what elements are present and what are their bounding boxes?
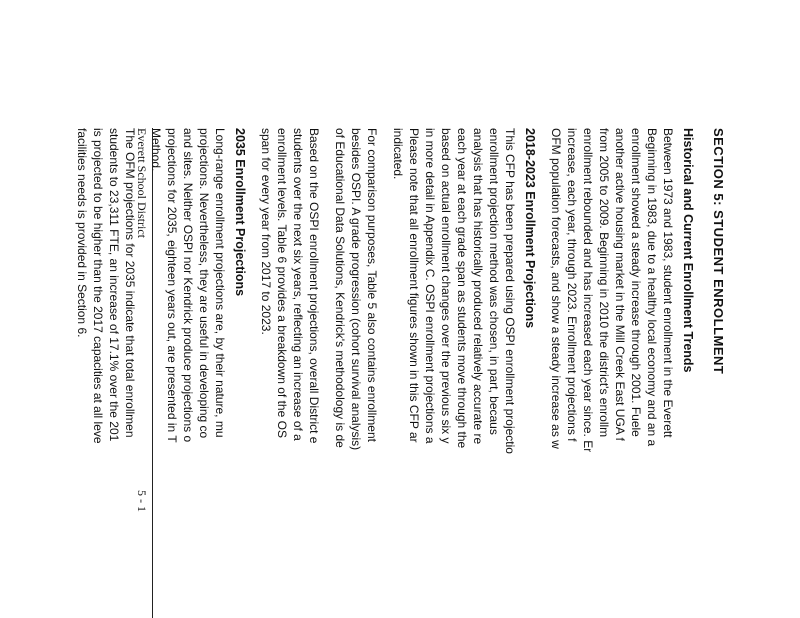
paragraph-line: based on actual enrollment changes over the previous six y bbox=[439, 128, 453, 444]
paragraph-line: OFM population forecasts, and show a steady increase as w bbox=[549, 128, 563, 449]
paragraph-line: students over the next six years, reflecting an increase of a bbox=[291, 128, 305, 441]
paragraph-line: projections. Nevertheless, they are useful in developing co bbox=[197, 128, 211, 439]
paragraph-line: from 2005 to 2009. Beginning in 2010 the district's enrollm bbox=[597, 128, 611, 438]
paragraph-line: Between 1973 and 1983, student enrollment in the Everett bbox=[661, 128, 675, 438]
paragraph-line: Beginning in 1983, due to a healthy local economy and an a bbox=[645, 128, 659, 447]
footer-rule bbox=[152, 128, 153, 618]
paragraph-line: enrollment levels. Table 6 provides a breakdown of the OS bbox=[275, 128, 289, 438]
section-heading: 2035 Enrollment Projections bbox=[233, 128, 247, 297]
paragraph-line: enrollment rebounded and has increased each year since. Er bbox=[581, 128, 595, 453]
footer-district: Everett School District bbox=[135, 128, 149, 238]
paragraph bbox=[390, 128, 518, 618]
paragraph-line: each year at each grade span as students move through the bbox=[455, 128, 469, 449]
paragraph-line: students to 23,311 FTE, an increase of 17.1% over the 201 bbox=[107, 128, 121, 442]
paragraph-line: another active housing market in the Mill Creek East UGA f bbox=[613, 128, 627, 441]
paragraph-line: This CFP has been prepared using OSPI enrollment projectio bbox=[503, 128, 517, 454]
section-heading: 2018-2023 Enrollment Projections bbox=[523, 128, 537, 329]
sections-container bbox=[74, 128, 696, 618]
paragraph-line: enrollment showed a steady increase through 2001. Fuele bbox=[629, 128, 643, 437]
paragraph-line: Method. bbox=[149, 128, 163, 172]
paragraph-line: Long-range enrollment projections are, by their nature, mu bbox=[213, 128, 227, 438]
paragraph-line: enrollment projection method was chosen, in part, becaus bbox=[487, 128, 501, 435]
paragraph bbox=[148, 128, 228, 618]
paragraph-line: analysis that has historically produced relatively accurate re bbox=[471, 128, 485, 445]
paragraph-line: increase, each year, through 2023. Enrollment projections f bbox=[565, 128, 579, 442]
section-heading: Historical and Current Enrollment Trends bbox=[681, 128, 695, 373]
rotated-document-page bbox=[0, 118, 726, 618]
paragraph bbox=[548, 128, 676, 618]
paragraph-line: projections for 2035, eighteen years out, are presented in T bbox=[165, 128, 179, 443]
paragraph-line: besides OSPI. A grade progression (cohort survival analysis) bbox=[349, 128, 363, 451]
paragraph bbox=[332, 128, 380, 618]
footer-page-number: 5 - 1 bbox=[135, 490, 149, 512]
paragraph bbox=[258, 128, 322, 618]
paragraph-line: is projected to be higher than the 2017 capacities at all leve bbox=[91, 128, 105, 444]
page-content bbox=[64, 128, 726, 618]
paragraph-line: Based on the OSPI enrollment projections, overall District e bbox=[307, 128, 321, 444]
paragraph-line: facilities needs is provided in Section 6. bbox=[75, 128, 89, 338]
paragraph-line: span for every year from 2017 to 2023. bbox=[259, 128, 273, 335]
paragraph-line: in more detail in Appendix C. OSPI enrollment projections a bbox=[423, 128, 437, 444]
section-title: SECTION 5: STUDENT ENROLLMENT bbox=[711, 128, 726, 375]
paragraph-line: For comparison purposes, Table 5 also contains enrollment bbox=[365, 128, 379, 442]
paragraph-line: The OFM projections for 2035 indicate that total enrollmen bbox=[123, 128, 137, 438]
paragraph-line: of Educational Data Solutions, Kendrick's methodology is de bbox=[333, 128, 347, 448]
paragraph-line: Please note that all enrollment figures shown in this CFP ar bbox=[407, 128, 421, 443]
paragraph-line: indicated. bbox=[391, 128, 405, 180]
paragraph bbox=[74, 128, 138, 618]
paragraph-line: and sites. Neither OSPI nor Kendrick produce projections o bbox=[181, 128, 195, 443]
